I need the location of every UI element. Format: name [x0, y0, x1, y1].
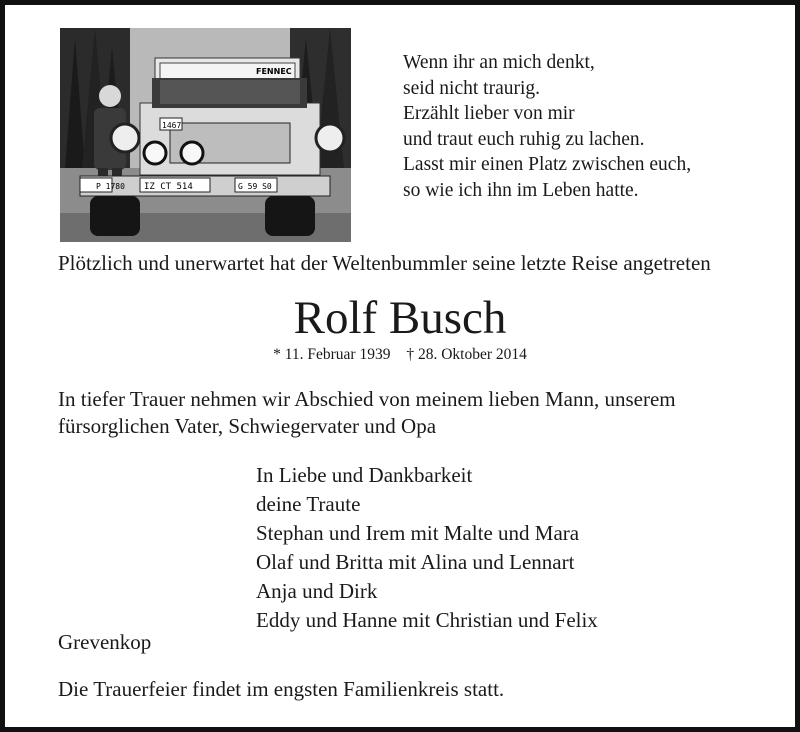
- funeral-notice: Die Trauerfeier findet im engsten Familienkreis statt.: [58, 677, 505, 701]
- life-dates: [0, 346, 800, 364]
- plate-left-text: P 1780: [96, 182, 125, 191]
- memorial-photo: [60, 28, 351, 242]
- poem-line: Erzählt lieber von mir: [403, 103, 575, 124]
- family-line: In Liebe und Dankbarkeit: [256, 463, 473, 487]
- intro-text: Plötzlich und unerwartet hat der Weltenbummler seine letzte Reise angetreten: [58, 251, 711, 275]
- family-line: Olaf und Britta mit Alina und Lennart: [256, 550, 575, 574]
- vehicle-photo-illustration: [60, 28, 351, 242]
- family-list: [256, 461, 598, 635]
- death-date: † 28. Oktober 2014: [406, 346, 527, 363]
- plate-front-text: IZ CT 514: [144, 182, 193, 192]
- poem-line: und traut euch ruhig zu lachen.: [403, 128, 645, 150]
- birth-date: * 11. Februar 1939: [273, 346, 391, 363]
- place-name: Grevenkop: [58, 630, 152, 654]
- farewell-text: In tiefer Trauer nehmen wir Abschied von meinem lieben Mann, unserem fürsorglichen Vater, Schwiegervater und Opa: [58, 387, 676, 438]
- poem-line: Wenn ihr an mich denkt,: [403, 52, 595, 73]
- family-line: Stephan und Irem mit Malte und Mara: [256, 521, 580, 545]
- poem: [403, 50, 691, 203]
- roof-brand-text: FENNEC: [256, 67, 292, 76]
- badge-text: 1467: [162, 121, 182, 130]
- poem-line: seid nicht traurig.: [403, 77, 541, 99]
- plate-right-text: G 59 S0: [238, 182, 272, 191]
- deceased-name: Rolf Busch: [293, 292, 507, 344]
- family-line: Eddy und Hanne mit Christian und Felix: [256, 608, 598, 632]
- family-line: Anja und Dirk: [256, 579, 378, 603]
- poem-line: so wie ich ihn im Leben hatte.: [403, 179, 639, 201]
- family-line: deine Traute: [256, 492, 361, 516]
- poem-line: Lasst mir einen Platz zwischen euch,: [403, 154, 692, 175]
